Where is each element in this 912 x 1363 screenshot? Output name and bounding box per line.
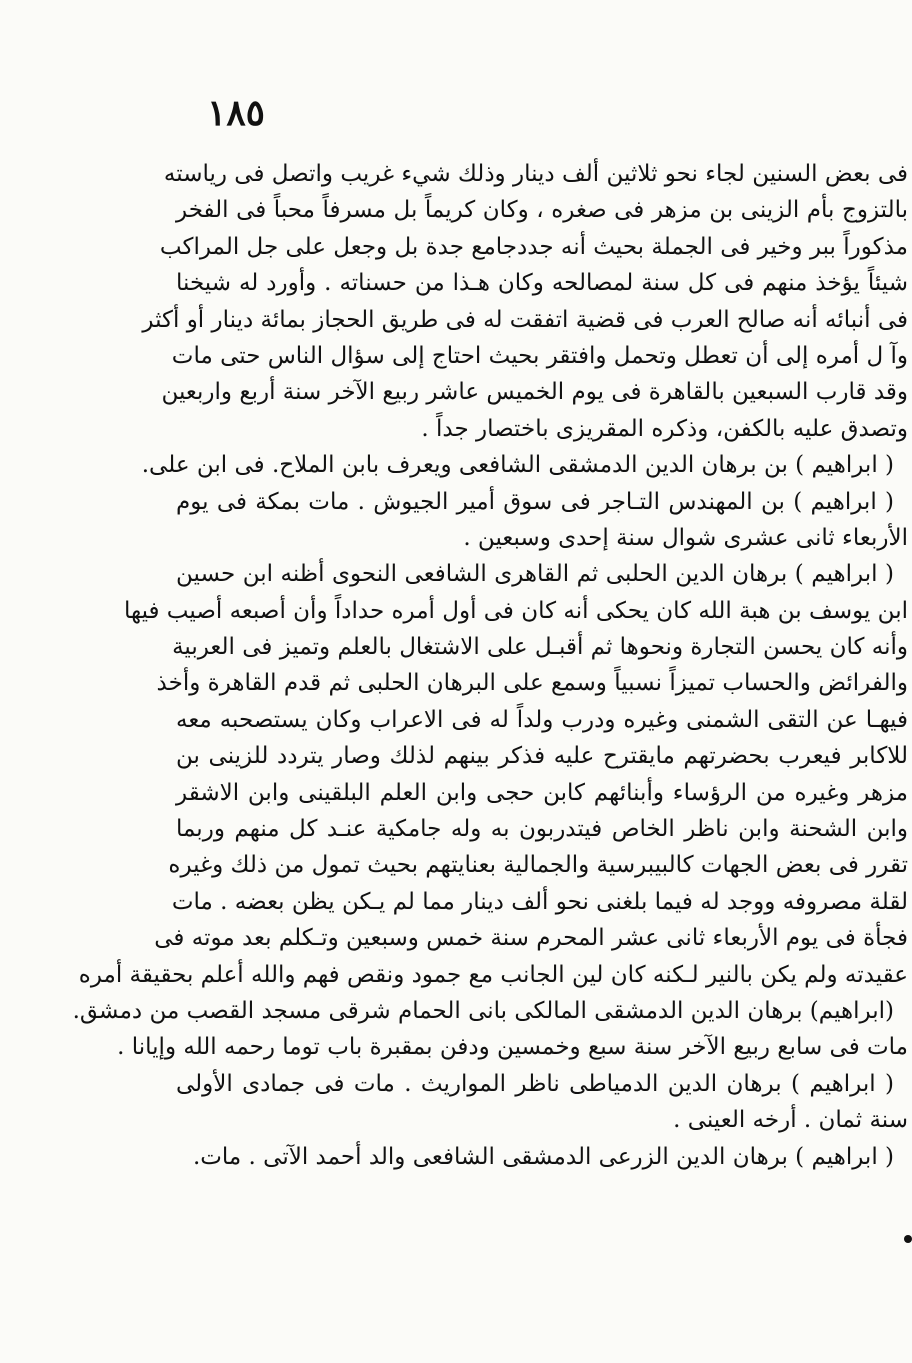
- page-number: ١٨٥: [206, 92, 265, 134]
- text-line: ( ابراهيم ) برهان الدين الحلبى ثم القاهرى الشافعى النحوى أظنه ابن حسين: [176, 561, 894, 588]
- text-line: والفرائض والحساب تميزاً نسبياً وسمع على البرهان الحلبى ثم قدم القاهرة وأخذ: [156, 670, 908, 697]
- text-line: سنة ثمان . أرخه العينى .: [673, 1107, 908, 1134]
- text-line: عقيدته ولم يكن بالنير لـكنه كان لين الجانب مع جمود ونقص فهم والله أعلم بحقيقة أمره: [78, 961, 908, 988]
- text-line: ( ابراهيم ) برهان الدين الزرعى الدمشقى الشافعى والد أحمد الآتى . مات.: [192, 1143, 894, 1170]
- text-line: فى بعض السنين لجاء نحو ثلاثين ألف دينار وذلك شيء غريب واتصل فى رياسته: [163, 161, 908, 187]
- text-line: ( ابراهيم ) برهان الدين الدمياطى ناظر المواريث . مات فى جمادى الأولى: [176, 1070, 894, 1097]
- text-line: فى أنبائه أنه صالح العرب فى قضية اتفقت له فى طريق الحجاز بمائة دينار أو أكثر: [142, 306, 908, 333]
- margin-ink-dot: [904, 1235, 912, 1243]
- text-line: فجأة فى يوم الأربعاء ثانى عشر المحرم سنة خمس وسبعين وتـكلم بعد موته فى: [154, 925, 908, 952]
- text-line: للاكابر فيعرب بحضرتهم مايقترح عليه فذكر بينهم لذلك وصار يتردد للزينى بن: [176, 743, 908, 770]
- text-line: وآ ل أمره إلى أن تعطل وتحمل وافتقر بحيث احتاج إلى سؤال الناس حتى مات: [171, 342, 908, 369]
- text-line: مات فى سابع ربيع الآخر سنة سبع وخمسين ودفن بمقبرة باب توما رحمه الله وإيانا .: [117, 1034, 908, 1061]
- text-line: بالتزوج بأم الزينى بن مزهر فى صغره ، وكان كريماً بل مسرفاً محباً فى الفخر: [176, 197, 908, 224]
- text-line: وتصدق عليه بالكفن، وذكره المقريزى باختصار جداً .: [421, 415, 908, 442]
- text-line: وأنه كان يحسن التجارة ونحوها ثم أقبـل على الاشتغال بالعلم وتميز فى العربية: [172, 634, 908, 661]
- text-line: فيهـا عن التقى الشمنى وغيره ودرب ولداً له فى الاعراب وكان يستصحبه معه: [176, 706, 908, 733]
- text-line: ( ابراهيم ) بن المهندس التـاجر فى سوق أمير الجيوش . مات بمكة فى يوم: [176, 488, 894, 515]
- text-line: شيئاً يؤخذ منهم فى كل سنة لمصالحه وكان هـذا من حسناته . وأورد له شيخنا: [176, 270, 908, 297]
- text-line: مذكوراً ببر وخير فى الجملة بحيث أنه جددجامع جدة بل وجعل على جل المراكب: [159, 233, 908, 260]
- text-line: ( ابراهيم ) بن برهان الدين الدمشقى الشافعى ويعرف بابن الملاح. فى ابن على.: [141, 452, 894, 479]
- text-line: مزهر وغيره من الرؤساء وأبنائهم كابن حجى وابن العلم البلقينى وابن الاشقر: [176, 779, 908, 806]
- body-text: [72, 156, 908, 1175]
- text-line: تقرر فى بعض الجهات كالبيبرسية والجمالية بعنايتهم بحيث تمول من ذلك وغيره: [168, 852, 908, 879]
- text-line: ابن يوسف بن هبة الله كان يحكى أنه كان فى أول أمره حداداً وأن أصبعه أصيب فيها: [123, 597, 908, 624]
- text-line: وقد قارب السبعين بالقاهرة فى يوم الخميس عاشر ربيع الآخر سنة أربع واربعين: [161, 379, 908, 406]
- text-line: لقلة مصروفه ووجد له فيما بلغنى نحو ألف دينار مما لم يـكن يظن بعضه . مات: [171, 888, 908, 915]
- text-line: وابن الشحنة وابن ناظر الخاص فيتدربون به وله جامكية عنـد كل منهم وربما: [176, 816, 908, 843]
- text-line: (ابراهيم) برهان الدين الدمشقى المالكى بانى الحمام شرقى مسجد القصب من دمشق.: [72, 997, 894, 1024]
- text-line: الأربعاء ثانى عشرى شوال سنة إحدى وسبعين .: [463, 524, 908, 551]
